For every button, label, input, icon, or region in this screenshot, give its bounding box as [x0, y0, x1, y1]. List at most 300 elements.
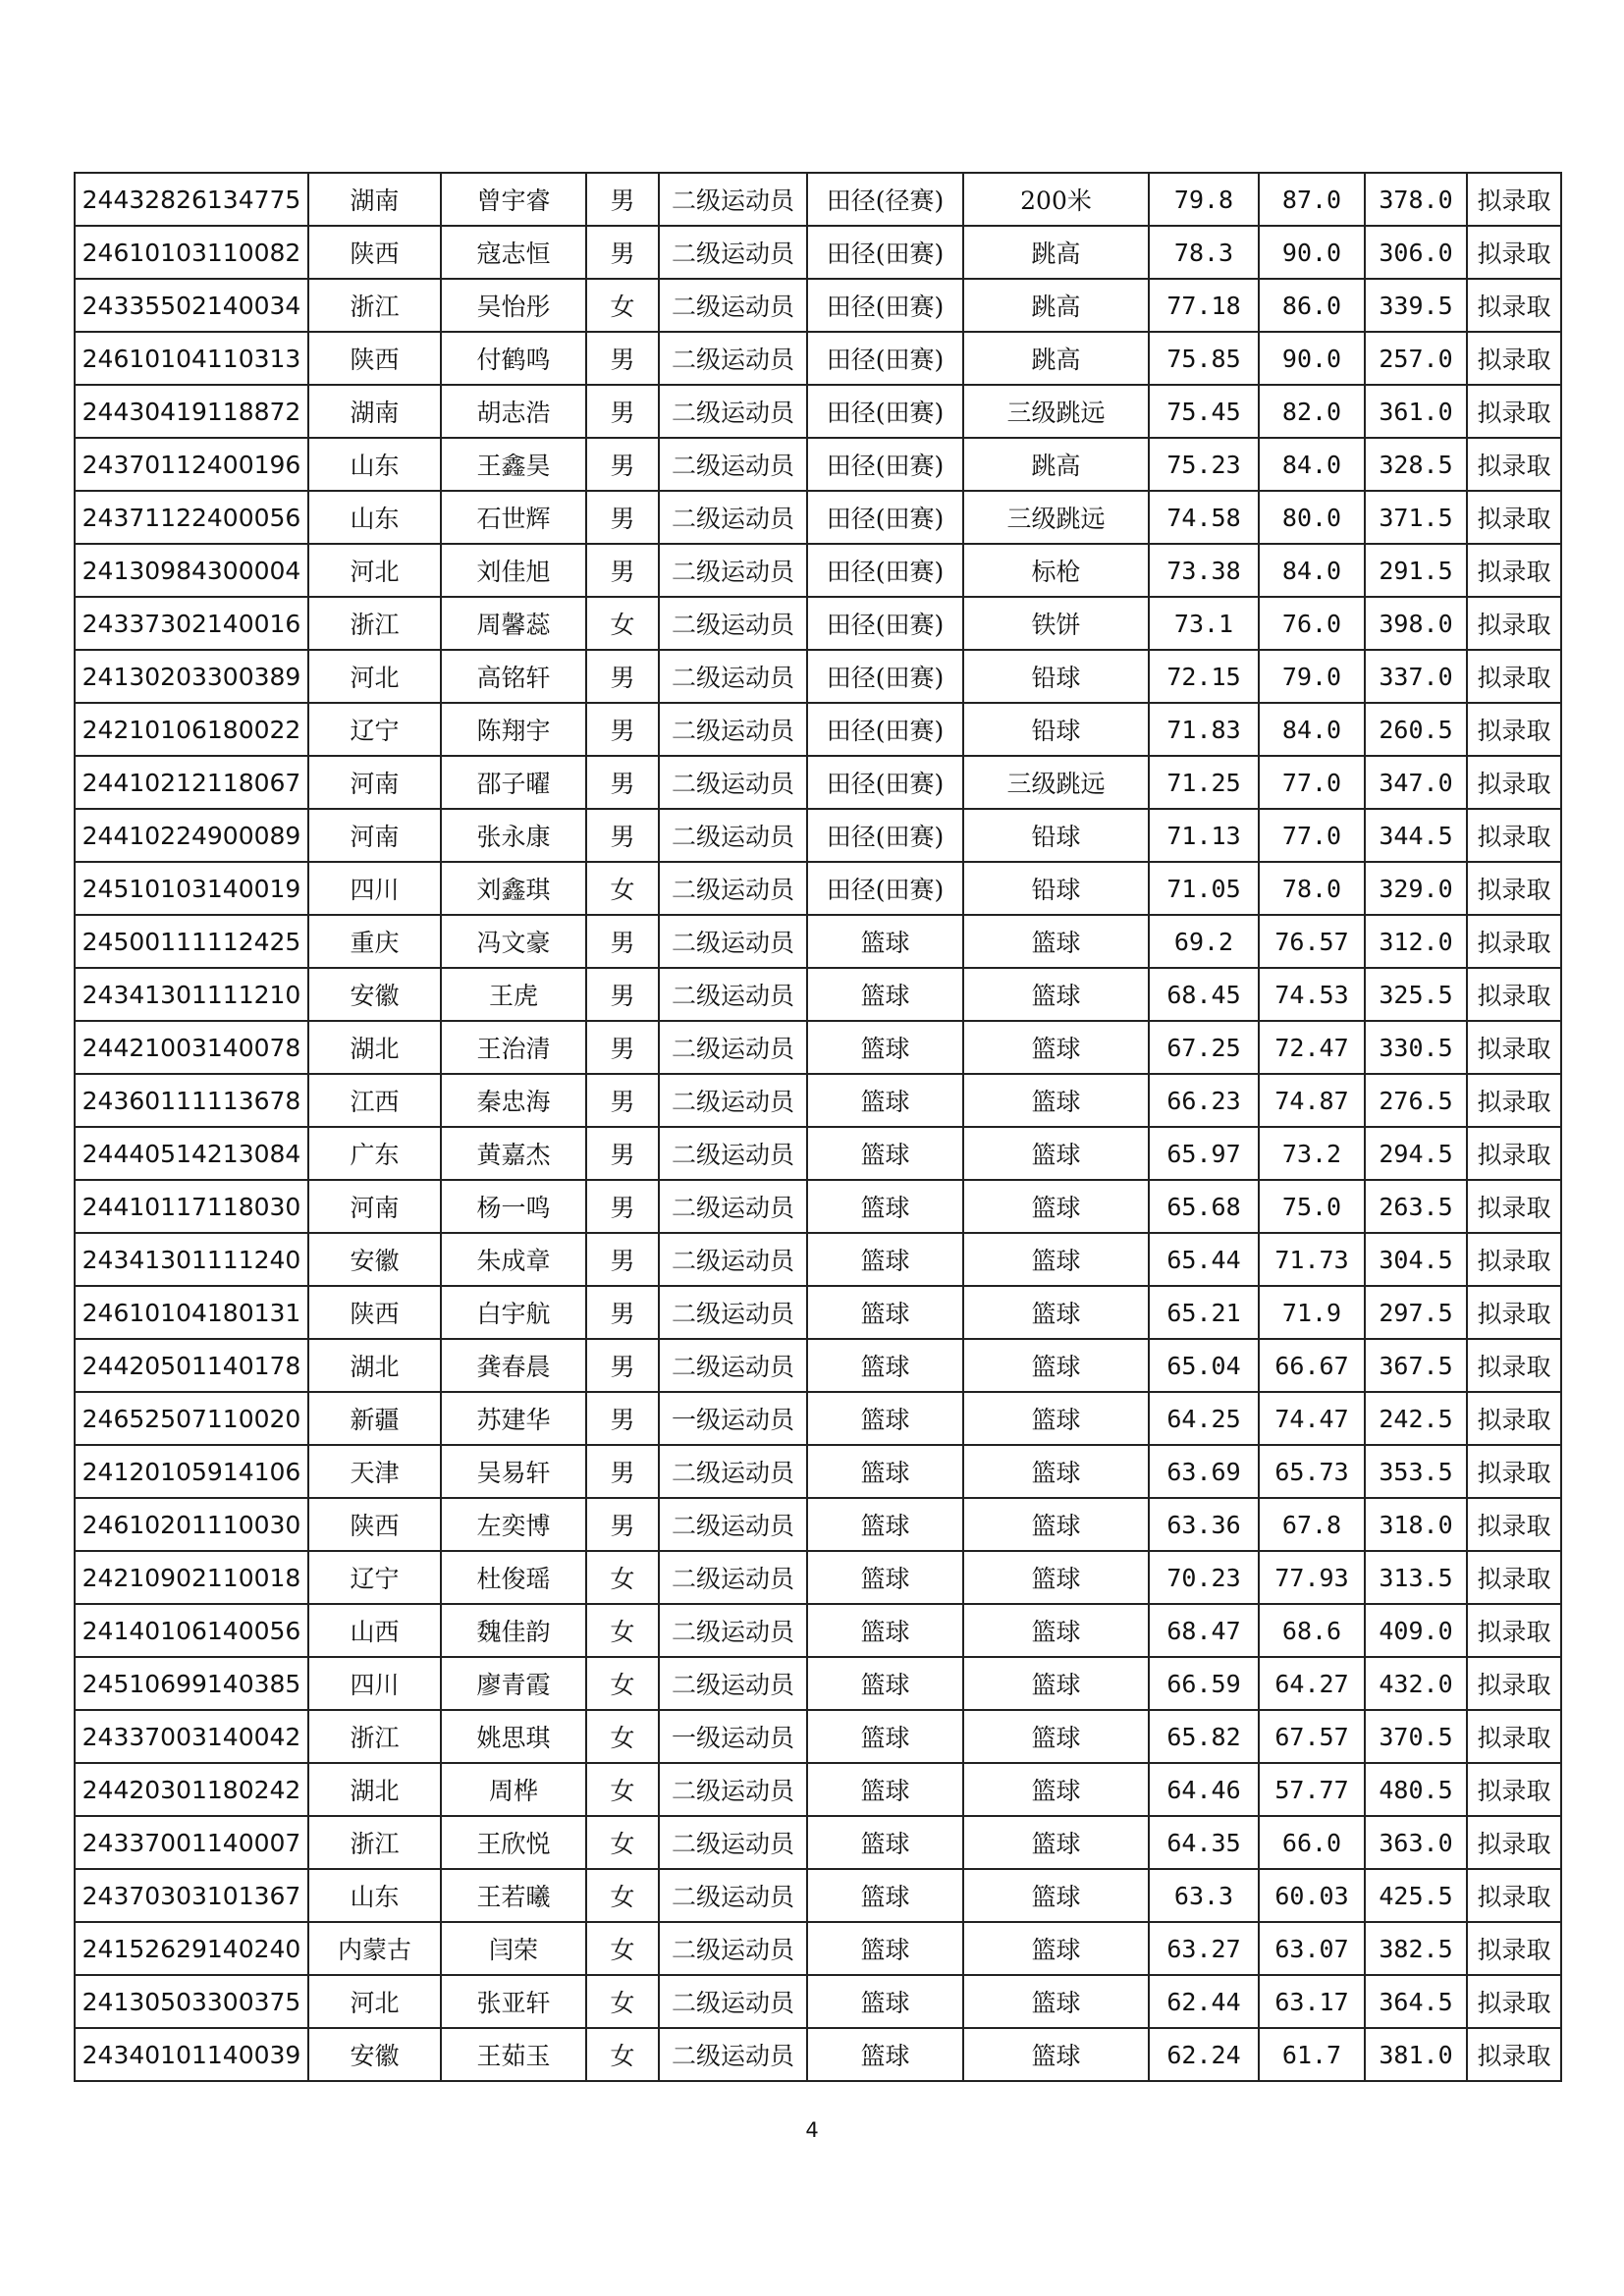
admission-status-cell: 拟录取	[1467, 332, 1561, 385]
student-id-cell: 24370303101367	[75, 1869, 308, 1922]
exam-score-cell: 291.5	[1365, 544, 1467, 597]
name-cell: 王虎	[441, 968, 586, 1021]
total-score-cell: 65.68	[1149, 1180, 1259, 1233]
exam-score-cell: 329.0	[1365, 862, 1467, 915]
name-cell: 朱成章	[441, 1233, 586, 1286]
event-cell: 篮球	[963, 1074, 1149, 1127]
name-cell: 邵子曜	[441, 756, 586, 809]
table-row	[75, 279, 1561, 332]
gender-cell: 男	[586, 756, 659, 809]
sport-cell: 篮球	[807, 1975, 963, 2028]
name-cell: 高铭轩	[441, 650, 586, 703]
table-row	[75, 1657, 1561, 1710]
sport-cell: 田径(田赛)	[807, 650, 963, 703]
event-cell: 篮球	[963, 1922, 1149, 1975]
professional-score-cell: 86.0	[1259, 279, 1365, 332]
region-cell: 河北	[308, 650, 441, 703]
professional-score-cell: 80.0	[1259, 491, 1365, 544]
total-score-cell: 77.18	[1149, 279, 1259, 332]
total-score-cell: 68.45	[1149, 968, 1259, 1021]
student-id-cell: 24432826134775	[75, 173, 308, 226]
sport-cell: 篮球	[807, 968, 963, 1021]
total-score-cell: 73.38	[1149, 544, 1259, 597]
name-cell: 龚春晨	[441, 1339, 586, 1392]
professional-score-cell: 78.0	[1259, 862, 1365, 915]
sport-cell: 篮球	[807, 915, 963, 968]
event-cell: 篮球	[963, 1127, 1149, 1180]
name-cell: 王若曦	[441, 1869, 586, 1922]
gender-cell: 男	[586, 650, 659, 703]
athlete-level-cell: 二级运动员	[659, 1233, 807, 1286]
total-score-cell: 71.83	[1149, 703, 1259, 756]
exam-score-cell: 371.5	[1365, 491, 1467, 544]
athlete-level-cell: 二级运动员	[659, 226, 807, 279]
exam-score-cell: 297.5	[1365, 1286, 1467, 1339]
professional-score-cell: 77.0	[1259, 756, 1365, 809]
student-id-cell: 24130503300375	[75, 1975, 308, 2028]
sport-cell: 篮球	[807, 1180, 963, 1233]
exam-score-cell: 306.0	[1365, 226, 1467, 279]
sport-cell: 田径(田赛)	[807, 226, 963, 279]
sport-cell: 篮球	[807, 1551, 963, 1604]
athlete-level-cell: 一级运动员	[659, 1710, 807, 1763]
sport-cell: 田径(田赛)	[807, 491, 963, 544]
gender-cell: 女	[586, 1710, 659, 1763]
total-score-cell: 67.25	[1149, 1021, 1259, 1074]
student-id-cell: 24210902110018	[75, 1551, 308, 1604]
student-id-cell: 24340101140039	[75, 2028, 308, 2081]
gender-cell: 男	[586, 1392, 659, 1445]
exam-score-cell: 425.5	[1365, 1869, 1467, 1922]
admission-status-cell: 拟录取	[1467, 1922, 1561, 1975]
athlete-level-cell: 二级运动员	[659, 1551, 807, 1604]
professional-score-cell: 64.27	[1259, 1657, 1365, 1710]
name-cell: 寇志恒	[441, 226, 586, 279]
student-id-cell: 24337302140016	[75, 597, 308, 650]
admission-status-cell: 拟录取	[1467, 1074, 1561, 1127]
exam-score-cell: 328.5	[1365, 438, 1467, 491]
gender-cell: 男	[586, 438, 659, 491]
sport-cell: 田径(田赛)	[807, 809, 963, 862]
professional-score-cell: 90.0	[1259, 226, 1365, 279]
exam-score-cell: 318.0	[1365, 1498, 1467, 1551]
region-cell: 浙江	[308, 1816, 441, 1869]
athlete-level-cell: 二级运动员	[659, 1657, 807, 1710]
student-id-cell: 24610104110313	[75, 332, 308, 385]
athlete-level-cell: 二级运动员	[659, 1074, 807, 1127]
athlete-level-cell: 二级运动员	[659, 173, 807, 226]
table-row	[75, 915, 1561, 968]
table-row	[75, 1286, 1561, 1339]
total-score-cell: 62.24	[1149, 2028, 1259, 2081]
event-cell: 铅球	[963, 862, 1149, 915]
gender-cell: 男	[586, 703, 659, 756]
professional-score-cell: 84.0	[1259, 703, 1365, 756]
professional-score-cell: 63.07	[1259, 1922, 1365, 1975]
professional-score-cell: 79.0	[1259, 650, 1365, 703]
table-row	[75, 226, 1561, 279]
professional-score-cell: 61.7	[1259, 2028, 1365, 2081]
sport-cell: 篮球	[807, 1922, 963, 1975]
sport-cell: 田径(田赛)	[807, 385, 963, 438]
event-cell: 三级跳远	[963, 756, 1149, 809]
admission-status-cell: 拟录取	[1467, 1339, 1561, 1392]
table-row	[75, 756, 1561, 809]
table-row	[75, 1869, 1561, 1922]
student-id-cell: 24610201110030	[75, 1498, 308, 1551]
total-score-cell: 64.46	[1149, 1763, 1259, 1816]
total-score-cell: 70.23	[1149, 1551, 1259, 1604]
student-id-cell: 24510699140385	[75, 1657, 308, 1710]
student-id-cell: 24410212118067	[75, 756, 308, 809]
event-cell: 三级跳远	[963, 491, 1149, 544]
athlete-level-cell: 二级运动员	[659, 1975, 807, 2028]
name-cell: 吴易轩	[441, 1445, 586, 1498]
admission-status-cell: 拟录取	[1467, 1816, 1561, 1869]
admission-status-cell: 拟录取	[1467, 862, 1561, 915]
exam-score-cell: 339.5	[1365, 279, 1467, 332]
event-cell: 篮球	[963, 1816, 1149, 1869]
event-cell: 跳高	[963, 438, 1149, 491]
exam-score-cell: 325.5	[1365, 968, 1467, 1021]
exam-score-cell: 242.5	[1365, 1392, 1467, 1445]
athlete-level-cell: 二级运动员	[659, 703, 807, 756]
gender-cell: 女	[586, 1922, 659, 1975]
student-id-cell: 24370112400196	[75, 438, 308, 491]
sport-cell: 篮球	[807, 1074, 963, 1127]
professional-score-cell: 74.47	[1259, 1392, 1365, 1445]
total-score-cell: 65.97	[1149, 1127, 1259, 1180]
admission-status-cell: 拟录取	[1467, 809, 1561, 862]
athlete-level-cell: 二级运动员	[659, 544, 807, 597]
admission-status-cell: 拟录取	[1467, 1445, 1561, 1498]
admission-status-cell: 拟录取	[1467, 2028, 1561, 2081]
exam-score-cell: 480.5	[1365, 1763, 1467, 1816]
table-row	[75, 1710, 1561, 1763]
region-cell: 河南	[308, 809, 441, 862]
name-cell: 周桦	[441, 1763, 586, 1816]
region-cell: 湖北	[308, 1021, 441, 1074]
athlete-level-cell: 二级运动员	[659, 1869, 807, 1922]
student-id-cell: 24152629140240	[75, 1922, 308, 1975]
admission-status-cell: 拟录取	[1467, 1286, 1561, 1339]
admission-status-cell: 拟录取	[1467, 438, 1561, 491]
admission-status-cell: 拟录取	[1467, 968, 1561, 1021]
gender-cell: 女	[586, 2028, 659, 2081]
region-cell: 山东	[308, 491, 441, 544]
total-score-cell: 72.15	[1149, 650, 1259, 703]
admission-status-cell: 拟录取	[1467, 650, 1561, 703]
professional-score-cell: 74.87	[1259, 1074, 1365, 1127]
admission-status-cell: 拟录取	[1467, 915, 1561, 968]
region-cell: 浙江	[308, 1710, 441, 1763]
athlete-level-cell: 一级运动员	[659, 1392, 807, 1445]
exam-score-cell: 313.5	[1365, 1551, 1467, 1604]
exam-score-cell: 337.0	[1365, 650, 1467, 703]
professional-score-cell: 63.17	[1259, 1975, 1365, 2028]
total-score-cell: 66.59	[1149, 1657, 1259, 1710]
exam-score-cell: 398.0	[1365, 597, 1467, 650]
exam-score-cell: 364.5	[1365, 1975, 1467, 2028]
total-score-cell: 65.04	[1149, 1339, 1259, 1392]
athlete-level-cell: 二级运动员	[659, 1445, 807, 1498]
athlete-level-cell: 二级运动员	[659, 862, 807, 915]
professional-score-cell: 82.0	[1259, 385, 1365, 438]
name-cell: 苏建华	[441, 1392, 586, 1445]
name-cell: 张亚轩	[441, 1975, 586, 2028]
event-cell: 标枪	[963, 544, 1149, 597]
table-row	[75, 1551, 1561, 1604]
region-cell: 内蒙古	[308, 1922, 441, 1975]
student-id-cell: 24440514213084	[75, 1127, 308, 1180]
total-score-cell: 71.05	[1149, 862, 1259, 915]
sport-cell: 篮球	[807, 1021, 963, 1074]
athlete-level-cell: 二级运动员	[659, 809, 807, 862]
sport-cell: 田径(田赛)	[807, 862, 963, 915]
exam-score-cell: 312.0	[1365, 915, 1467, 968]
gender-cell: 女	[586, 1657, 659, 1710]
table-row	[75, 703, 1561, 756]
sport-cell: 篮球	[807, 1127, 963, 1180]
professional-score-cell: 65.73	[1259, 1445, 1365, 1498]
event-cell: 跳高	[963, 332, 1149, 385]
gender-cell: 男	[586, 1074, 659, 1127]
admission-status-cell: 拟录取	[1467, 1551, 1561, 1604]
table-row	[75, 1180, 1561, 1233]
region-cell: 江西	[308, 1074, 441, 1127]
gender-cell: 女	[586, 1763, 659, 1816]
athlete-level-cell: 二级运动员	[659, 1339, 807, 1392]
event-cell: 篮球	[963, 1498, 1149, 1551]
student-id-cell: 24120105914106	[75, 1445, 308, 1498]
name-cell: 秦忠海	[441, 1074, 586, 1127]
athlete-level-cell: 二级运动员	[659, 597, 807, 650]
gender-cell: 男	[586, 809, 659, 862]
exam-score-cell: 432.0	[1365, 1657, 1467, 1710]
admission-status-cell: 拟录取	[1467, 1657, 1561, 1710]
total-score-cell: 63.27	[1149, 1922, 1259, 1975]
table-row	[75, 1975, 1561, 2028]
exam-score-cell: 382.5	[1365, 1922, 1467, 1975]
athlete-level-cell: 二级运动员	[659, 1922, 807, 1975]
exam-score-cell: 381.0	[1365, 2028, 1467, 2081]
admission-table	[74, 172, 1562, 2082]
event-cell: 跳高	[963, 279, 1149, 332]
name-cell: 张永康	[441, 809, 586, 862]
gender-cell: 男	[586, 1233, 659, 1286]
sport-cell: 篮球	[807, 2028, 963, 2081]
professional-score-cell: 71.73	[1259, 1233, 1365, 1286]
athlete-level-cell: 二级运动员	[659, 332, 807, 385]
gender-cell: 男	[586, 1286, 659, 1339]
event-cell: 篮球	[963, 1604, 1149, 1657]
gender-cell: 男	[586, 173, 659, 226]
sport-cell: 篮球	[807, 1657, 963, 1710]
table-row	[75, 332, 1561, 385]
name-cell: 杨一鸣	[441, 1180, 586, 1233]
event-cell: 三级跳远	[963, 385, 1149, 438]
professional-score-cell: 76.0	[1259, 597, 1365, 650]
student-id-cell: 24652507110020	[75, 1392, 308, 1445]
region-cell: 湖北	[308, 1339, 441, 1392]
table-row	[75, 597, 1561, 650]
professional-score-cell: 76.57	[1259, 915, 1365, 968]
total-score-cell: 74.58	[1149, 491, 1259, 544]
region-cell: 河南	[308, 1180, 441, 1233]
gender-cell: 男	[586, 332, 659, 385]
name-cell: 付鹤鸣	[441, 332, 586, 385]
table-row	[75, 1074, 1561, 1127]
event-cell: 篮球	[963, 1710, 1149, 1763]
sport-cell: 篮球	[807, 1763, 963, 1816]
gender-cell: 男	[586, 226, 659, 279]
region-cell: 陕西	[308, 1286, 441, 1339]
exam-score-cell: 409.0	[1365, 1604, 1467, 1657]
student-id-cell: 24610104180131	[75, 1286, 308, 1339]
athlete-level-cell: 二级运动员	[659, 1498, 807, 1551]
student-id-cell: 24341301111210	[75, 968, 308, 1021]
professional-score-cell: 73.2	[1259, 1127, 1365, 1180]
student-id-cell: 24421003140078	[75, 1021, 308, 1074]
admission-status-cell: 拟录取	[1467, 544, 1561, 597]
exam-score-cell: 260.5	[1365, 703, 1467, 756]
total-score-cell: 75.45	[1149, 385, 1259, 438]
athlete-level-cell: 二级运动员	[659, 650, 807, 703]
athlete-level-cell: 二级运动员	[659, 1763, 807, 1816]
total-score-cell: 63.69	[1149, 1445, 1259, 1498]
sport-cell: 篮球	[807, 1816, 963, 1869]
student-id-cell: 24130203300389	[75, 650, 308, 703]
table-row	[75, 491, 1561, 544]
admission-status-cell: 拟录取	[1467, 703, 1561, 756]
event-cell: 篮球	[963, 1021, 1149, 1074]
athlete-level-cell: 二级运动员	[659, 385, 807, 438]
region-cell: 天津	[308, 1445, 441, 1498]
student-id-cell: 24420301180242	[75, 1763, 308, 1816]
total-score-cell: 64.35	[1149, 1816, 1259, 1869]
total-score-cell: 65.82	[1149, 1710, 1259, 1763]
exam-score-cell: 330.5	[1365, 1021, 1467, 1074]
total-score-cell: 63.36	[1149, 1498, 1259, 1551]
professional-score-cell: 66.67	[1259, 1339, 1365, 1392]
gender-cell: 女	[586, 1869, 659, 1922]
professional-score-cell: 87.0	[1259, 173, 1365, 226]
total-score-cell: 64.25	[1149, 1392, 1259, 1445]
table-row	[75, 968, 1561, 1021]
region-cell: 安徽	[308, 2028, 441, 2081]
total-score-cell: 68.47	[1149, 1604, 1259, 1657]
athlete-level-cell: 二级运动员	[659, 279, 807, 332]
exam-score-cell: 276.5	[1365, 1074, 1467, 1127]
athlete-level-cell: 二级运动员	[659, 1127, 807, 1180]
name-cell: 陈翔宇	[441, 703, 586, 756]
table-row	[75, 1498, 1561, 1551]
gender-cell: 男	[586, 1021, 659, 1074]
name-cell: 白宇航	[441, 1286, 586, 1339]
admission-status-cell: 拟录取	[1467, 1233, 1561, 1286]
event-cell: 篮球	[963, 1286, 1149, 1339]
student-id-cell: 24410117118030	[75, 1180, 308, 1233]
admission-status-cell: 拟录取	[1467, 1710, 1561, 1763]
table-row	[75, 862, 1561, 915]
sport-cell: 田径(田赛)	[807, 332, 963, 385]
admission-status-cell: 拟录取	[1467, 1975, 1561, 2028]
sport-cell: 田径(径赛)	[807, 173, 963, 226]
name-cell: 石世辉	[441, 491, 586, 544]
name-cell: 魏佳韵	[441, 1604, 586, 1657]
exam-score-cell: 361.0	[1365, 385, 1467, 438]
name-cell: 廖青霞	[441, 1657, 586, 1710]
name-cell: 王治清	[441, 1021, 586, 1074]
professional-score-cell: 75.0	[1259, 1180, 1365, 1233]
admission-status-cell: 拟录取	[1467, 226, 1561, 279]
gender-cell: 女	[586, 1816, 659, 1869]
athlete-level-cell: 二级运动员	[659, 438, 807, 491]
total-score-cell: 75.85	[1149, 332, 1259, 385]
admission-status-cell: 拟录取	[1467, 1127, 1561, 1180]
event-cell: 200米	[963, 173, 1149, 226]
professional-score-cell: 68.6	[1259, 1604, 1365, 1657]
athlete-level-cell: 二级运动员	[659, 491, 807, 544]
event-cell: 篮球	[963, 1339, 1149, 1392]
table-row	[75, 1127, 1561, 1180]
admission-status-cell: 拟录取	[1467, 1604, 1561, 1657]
region-cell: 浙江	[308, 597, 441, 650]
sport-cell: 篮球	[807, 1286, 963, 1339]
table-row	[75, 1816, 1561, 1869]
name-cell: 周馨蕊	[441, 597, 586, 650]
admission-status-cell: 拟录取	[1467, 1180, 1561, 1233]
region-cell: 山东	[308, 438, 441, 491]
total-score-cell: 78.3	[1149, 226, 1259, 279]
admission-status-cell: 拟录取	[1467, 597, 1561, 650]
event-cell: 篮球	[963, 1551, 1149, 1604]
name-cell: 王鑫昊	[441, 438, 586, 491]
event-cell: 铁饼	[963, 597, 1149, 650]
exam-score-cell: 294.5	[1365, 1127, 1467, 1180]
student-id-cell: 24335502140034	[75, 279, 308, 332]
gender-cell: 女	[586, 1604, 659, 1657]
region-cell: 陕西	[308, 1498, 441, 1551]
region-cell: 辽宁	[308, 1551, 441, 1604]
total-score-cell: 71.25	[1149, 756, 1259, 809]
name-cell: 胡志浩	[441, 385, 586, 438]
professional-score-cell: 71.9	[1259, 1286, 1365, 1339]
gender-cell: 男	[586, 1498, 659, 1551]
student-id-cell: 24610103110082	[75, 226, 308, 279]
student-id-cell: 24410224900089	[75, 809, 308, 862]
athlete-level-cell: 二级运动员	[659, 2028, 807, 2081]
region-cell: 陕西	[308, 226, 441, 279]
name-cell: 吴怡彤	[441, 279, 586, 332]
name-cell: 王欣悦	[441, 1816, 586, 1869]
table-row	[75, 1021, 1561, 1074]
athlete-level-cell: 二级运动员	[659, 1021, 807, 1074]
region-cell: 陕西	[308, 332, 441, 385]
athlete-level-cell: 二级运动员	[659, 1180, 807, 1233]
student-id-cell: 24130984300004	[75, 544, 308, 597]
admission-status-cell: 拟录取	[1467, 756, 1561, 809]
gender-cell: 女	[586, 1551, 659, 1604]
gender-cell: 男	[586, 968, 659, 1021]
region-cell: 四川	[308, 862, 441, 915]
exam-score-cell: 378.0	[1365, 173, 1467, 226]
region-cell: 河北	[308, 544, 441, 597]
table-row	[75, 385, 1561, 438]
admission-status-cell: 拟录取	[1467, 1763, 1561, 1816]
event-cell: 篮球	[963, 1763, 1149, 1816]
sport-cell: 田径(田赛)	[807, 703, 963, 756]
